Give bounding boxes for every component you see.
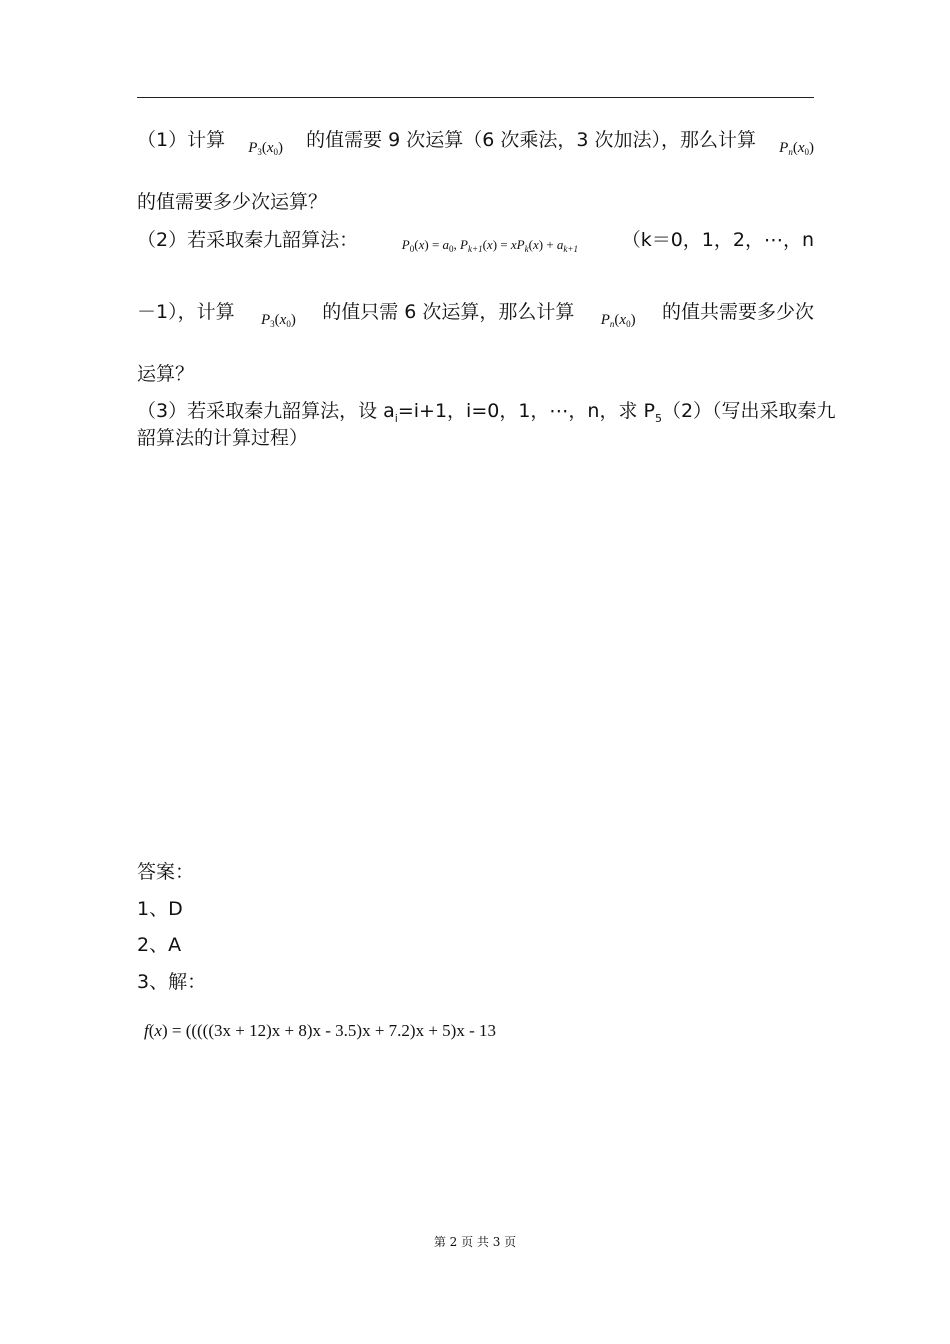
q3-line1-a: （3）若采取秦九韶算法，设 $a_i=i+1$，i=0，1，⋯，n，求 $P_5(2)$（写出采取秦九 [137,400,836,425]
formula-expression: (((((3x + 12)x + 8)x - 3.5)x + 7.2)x + 5)x - 13 [185,1021,496,1040]
horner-formula: f(x) = (((((3x + 12)x + 8)x - 3.5)x + 7.2)x + 5)x - 13 [144,1021,496,1040]
q1-text-a: （1）计算 [137,129,226,151]
q2-text-f: 运算？ [137,363,195,385]
q2-text-d: 的值只需 6 次运算，那么计算 [322,301,575,323]
math-horner-recurrence: $P_0(x) = a_0$, $P_{k+1}(x) = xP_k(x) + a_{k+1}$ [401,237,578,254]
math-p3-x0: $P_3(x_0)$ [248,140,284,157]
q2-text-a: （2）若采取秦九韶算法： [137,229,359,251]
answers-heading: 答案： [137,861,195,883]
header-rule [137,97,814,98]
answer-2: 2、A [137,934,182,956]
q1-line1 [137,128,814,156]
answer-3: 3、解： [137,971,207,993]
q1-text-b: 的值需要 9 次运算（6 次乘法，3 次加法），那么计算 [306,129,757,151]
q1-text-c: 的值需要多少次运算？ [137,191,328,213]
q3-line2: 韶算法的计算过程） [137,427,309,449]
page-footer: 第 2 页 共 3 页 [433,1235,517,1249]
q2-line2 [137,300,814,328]
math-p3-x0-2: $P_3(x_0)$ [260,312,296,329]
math-pn-x0: $P_n(x_0)$ [779,140,814,157]
q2-line1 [137,228,814,256]
q2-text-e: 的值共需要多少次 [661,301,814,323]
q2-text-c: －1），计算 [137,301,235,323]
math-pn-x0-2: $P_n(x_0)$ [600,312,636,329]
answer-1: 1、D [137,898,183,920]
q2-text-b: （k＝0，1，2，⋯，n [621,229,814,251]
